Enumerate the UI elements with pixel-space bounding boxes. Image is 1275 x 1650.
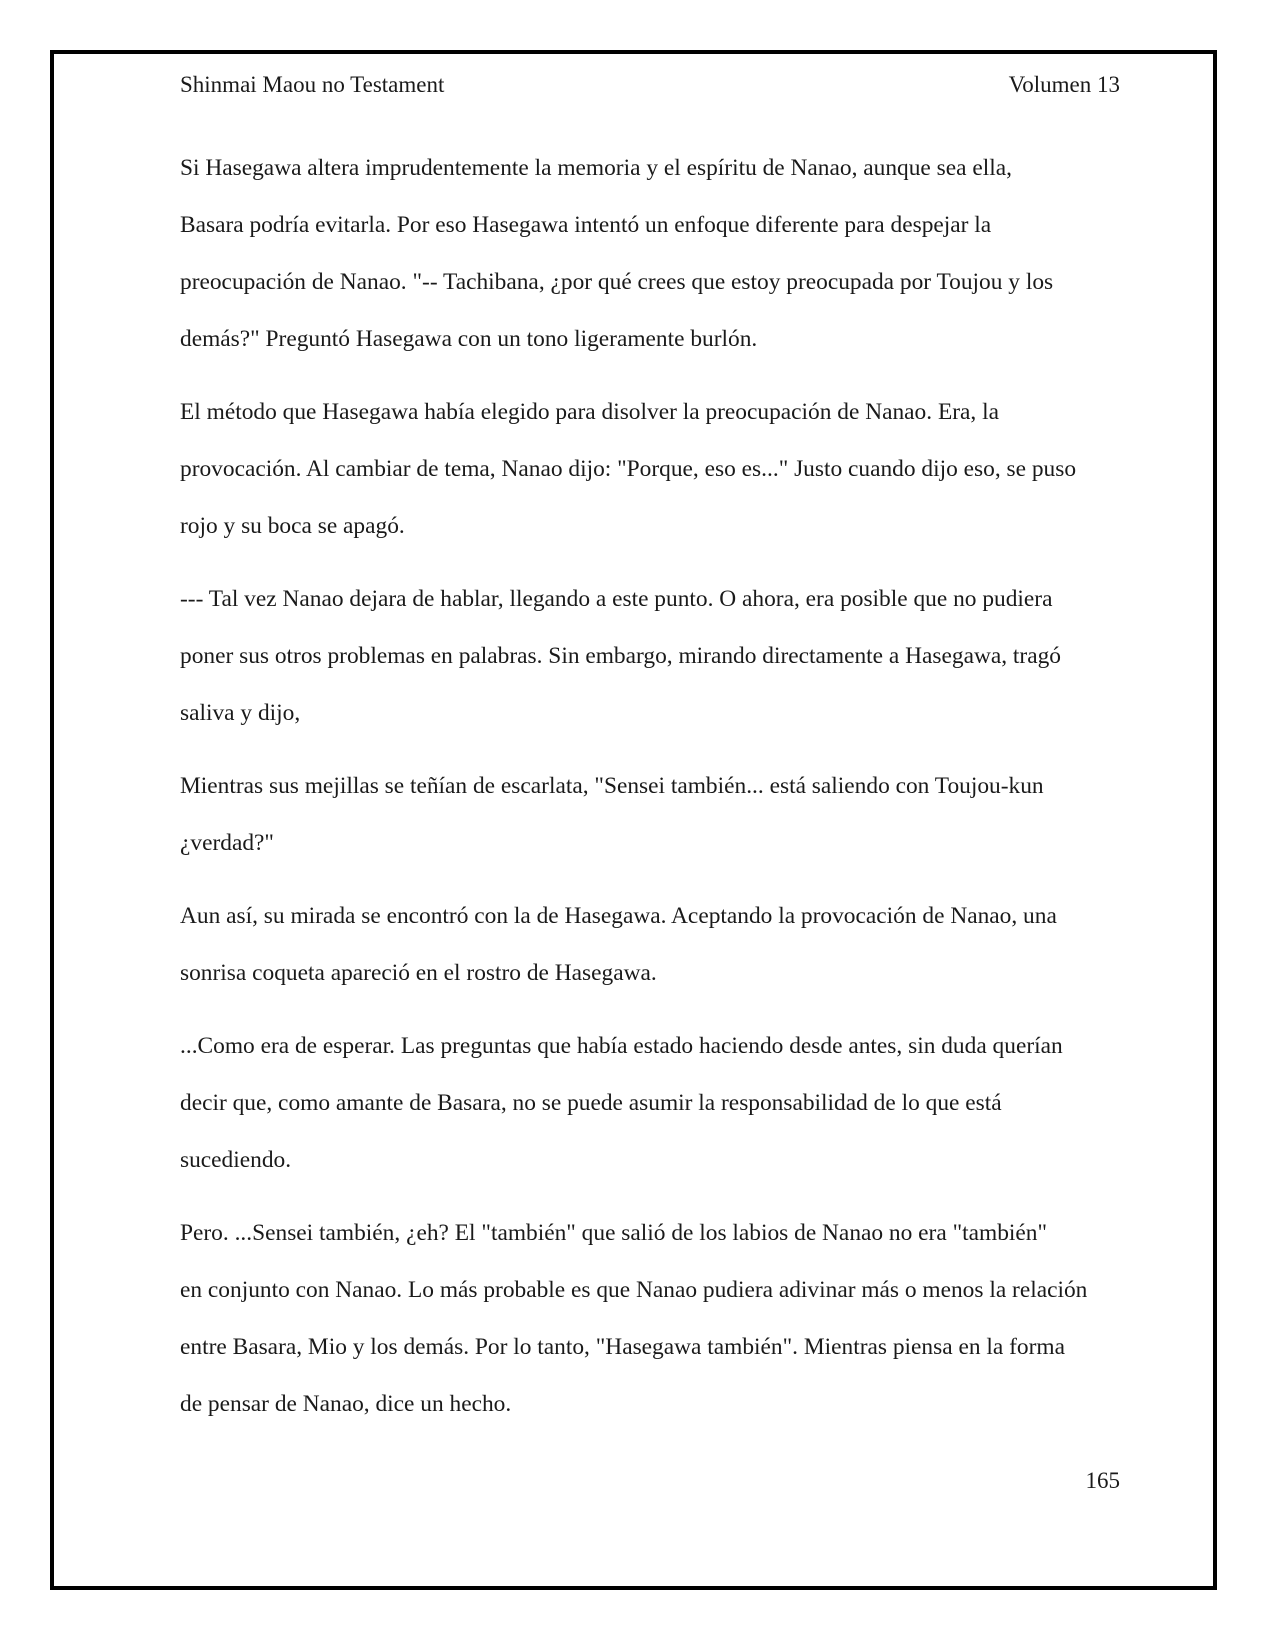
paragraph-1 <box>150 140 1130 368</box>
text-line: Aun así, su mirada se encontró con la de Hasegawa. Aceptando la provocación de Nanao, una <box>180 903 1057 929</box>
paragraph-7 <box>150 1205 1130 1433</box>
text-line: sucediendo. <box>180 1147 292 1173</box>
text-line: Mientras sus mejillas se teñían de escarlata, "Sensei también... está saliendo con Toujou-kun <box>180 773 1044 799</box>
text-line: Basara podría evitarla. Por eso Hasegawa intentó un enfoque diferente para despejar la <box>180 212 992 238</box>
text-line: en conjunto con Nanao. Lo más probable es que Nanao pudiera adivinar más o menos la relación <box>180 1277 1088 1303</box>
paragraph-6 <box>150 1018 1130 1189</box>
text-line: ¿verdad?" <box>180 830 274 856</box>
text-line: poner sus otros problemas en palabras. Sin embargo, mirando directamente a Hasegawa, tragó <box>180 643 1061 669</box>
book-title: Shinmai Maou no Testament <box>180 72 445 97</box>
text-line: ...Como era de esperar. Las preguntas que había estado haciendo desde antes, sin duda querían <box>180 1033 1063 1059</box>
paragraph-2 <box>150 384 1130 555</box>
paragraph-4 <box>150 758 1130 872</box>
volume-label: Volumen 13 <box>1008 72 1120 97</box>
page-body <box>150 140 1130 1449</box>
text-line: sonrisa coqueta apareció en el rostro de Hasegawa. <box>180 960 657 986</box>
paragraph-3 <box>150 571 1130 742</box>
page-header <box>180 72 1120 108</box>
text-line: de pensar de Nanao, dice un hecho. <box>180 1391 512 1417</box>
text-line: saliva y dijo, <box>180 700 301 726</box>
text-line: rojo y su boca se apagó. <box>180 513 405 539</box>
text-line: Pero. ...Sensei también, ¿eh? El "también" que salió de los labios de Nanao no era "también" <box>180 1220 1048 1246</box>
paragraph-5 <box>150 888 1130 1002</box>
text-line: Si Hasegawa altera imprudentemente la memoria y el espíritu de Nanao, aunque sea ella, <box>180 155 1012 181</box>
text-line: entre Basara, Mio y los demás. Por lo tanto, "Hasegawa también". Mientras piensa en la forma <box>180 1334 1065 1360</box>
text-line: preocupación de Nanao. "-- Tachibana, ¿por qué crees que estoy preocupada por Toujou y los <box>180 269 1054 295</box>
text-line: demás?" Preguntó Hasegawa con un tono ligeramente burlón. <box>180 326 758 352</box>
text-line: El método que Hasegawa había elegido para disolver la preocupación de Nanao. Era, la <box>180 399 999 425</box>
text-line: provocación. Al cambiar de tema, Nanao dijo: "Porque, eso es..." Justo cuando dijo eso, se puso <box>180 456 1077 482</box>
text-line: --- Tal vez Nanao dejara de hablar, llegando a este punto. O ahora, era posible que no pudiera <box>180 586 1053 612</box>
page-number: 165 <box>1085 1468 1120 1493</box>
text-line: decir que, como amante de Basara, no se puede asumir la responsabilidad de lo que está <box>180 1090 1002 1116</box>
